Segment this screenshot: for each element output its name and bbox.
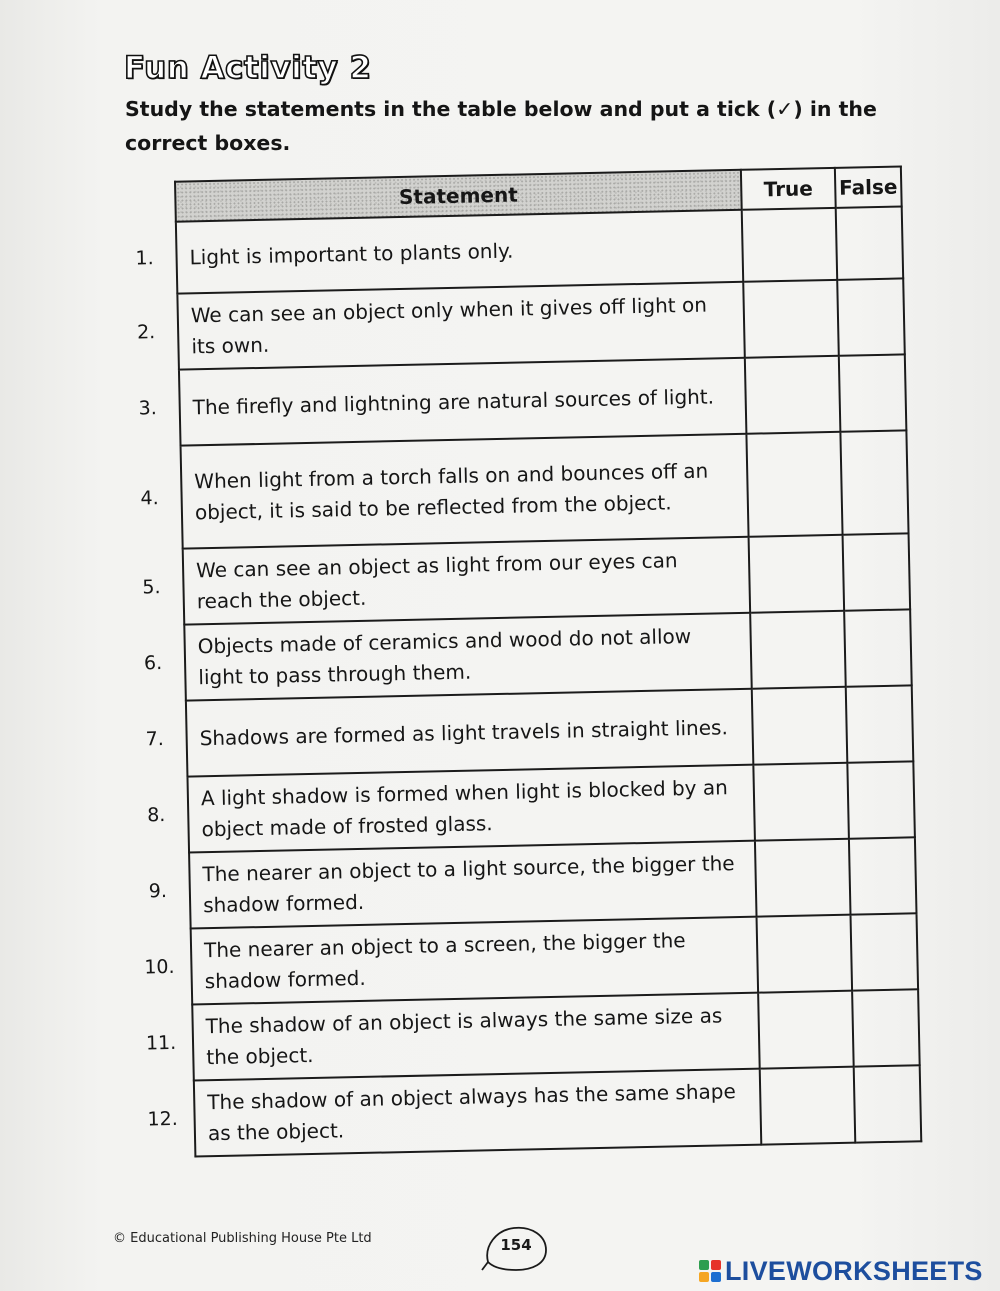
statement-header: Statement: [175, 170, 742, 222]
statement-text: A light shadow is formed when light is blocked by an object made of frosted glass.: [187, 765, 754, 853]
number-column-header: [112, 182, 176, 223]
activity-title: Fun Activity 2: [124, 50, 372, 86]
statement-text: Objects made of ceramics and wood do not allow light to pass through them.: [184, 613, 751, 701]
statement-text: The shadow of an object is always the same size as the object.: [192, 993, 759, 1081]
row-number: 12.: [147, 1107, 178, 1131]
false-tick-box[interactable]: [847, 761, 915, 838]
table-body: [113, 206, 921, 1157]
true-tick-box[interactable]: [742, 208, 837, 282]
statement-text: We can see an object as light from our eyes can reach the object.: [183, 537, 750, 625]
false-tick-box[interactable]: [846, 685, 914, 762]
table-row: [131, 1065, 921, 1158]
true-tick-box[interactable]: [745, 356, 841, 434]
statement-text: The firefly and lightning are natural sources of light.: [179, 358, 746, 446]
statement-text: Light is important to plants only.: [176, 210, 743, 294]
true-tick-box[interactable]: [752, 687, 848, 765]
statement-text: We can see an object only when it gives off light on its own.: [177, 282, 744, 370]
false-tick-box[interactable]: [840, 430, 908, 534]
copyright-notice: © Educational Publishing House Pte Ltd: [113, 1231, 372, 1246]
false-tick-box[interactable]: [851, 913, 919, 990]
page-number-badge: [480, 1222, 552, 1274]
false-tick-box[interactable]: [854, 1065, 922, 1142]
statement-text: The shadow of an object always has the same shape as the object.: [194, 1069, 761, 1157]
false-tick-box[interactable]: [843, 533, 911, 610]
page-number: 154: [500, 1236, 532, 1254]
false-tick-box[interactable]: [839, 354, 907, 431]
row-number: 7.: [145, 728, 164, 751]
true-tick-box[interactable]: [749, 535, 845, 613]
row-number: 6.: [143, 652, 163, 675]
brand-name: LIVEWORKSHEETS: [725, 1255, 983, 1286]
row-number: 5.: [142, 576, 161, 599]
true-tick-box[interactable]: [755, 839, 851, 917]
statement-text: The nearer an object to a screen, the bigger the shadow formed.: [191, 917, 758, 1005]
table-row: [118, 430, 909, 550]
statement-text: The nearer an object to a light source, the bigger the shadow formed.: [189, 841, 756, 929]
row-number: 2.: [136, 321, 156, 344]
instructions-text: Study the statements in the table below and put a tick (✓) in the correct boxes.: [125, 97, 877, 155]
row-number: 1.: [135, 247, 154, 270]
false-tick-box[interactable]: [844, 609, 912, 686]
true-tick-box[interactable]: [743, 280, 839, 358]
row-number: 10.: [144, 955, 175, 979]
row-number: 11.: [145, 1031, 177, 1055]
false-tick-box[interactable]: [852, 989, 920, 1066]
false-tick-box[interactable]: [849, 837, 917, 914]
false-tick-box[interactable]: [837, 278, 905, 355]
row-number: 4.: [140, 486, 159, 509]
statement-text: Shadows are formed as light travels in straight lines.: [186, 689, 753, 777]
true-tick-box[interactable]: [758, 991, 854, 1069]
true-tick-box[interactable]: [760, 1067, 856, 1145]
statement-text: When light from a torch falls on and bounces off an object, it is said to be reflected from the object.: [181, 434, 749, 549]
true-false-table: [112, 165, 922, 1158]
true-tick-box[interactable]: [750, 611, 846, 689]
false-tick-box[interactable]: [836, 206, 903, 279]
false-header: False: [835, 166, 902, 207]
true-header: True: [741, 168, 836, 210]
true-tick-box[interactable]: [753, 763, 849, 841]
true-tick-box[interactable]: [746, 432, 842, 537]
true-tick-box[interactable]: [757, 915, 853, 993]
brand-watermark: [699, 1256, 983, 1286]
liveworksheets-logo-icon: [699, 1260, 721, 1282]
row-number: 8.: [146, 804, 166, 827]
row-number: 9.: [148, 880, 168, 903]
row-number: 3.: [138, 397, 158, 420]
